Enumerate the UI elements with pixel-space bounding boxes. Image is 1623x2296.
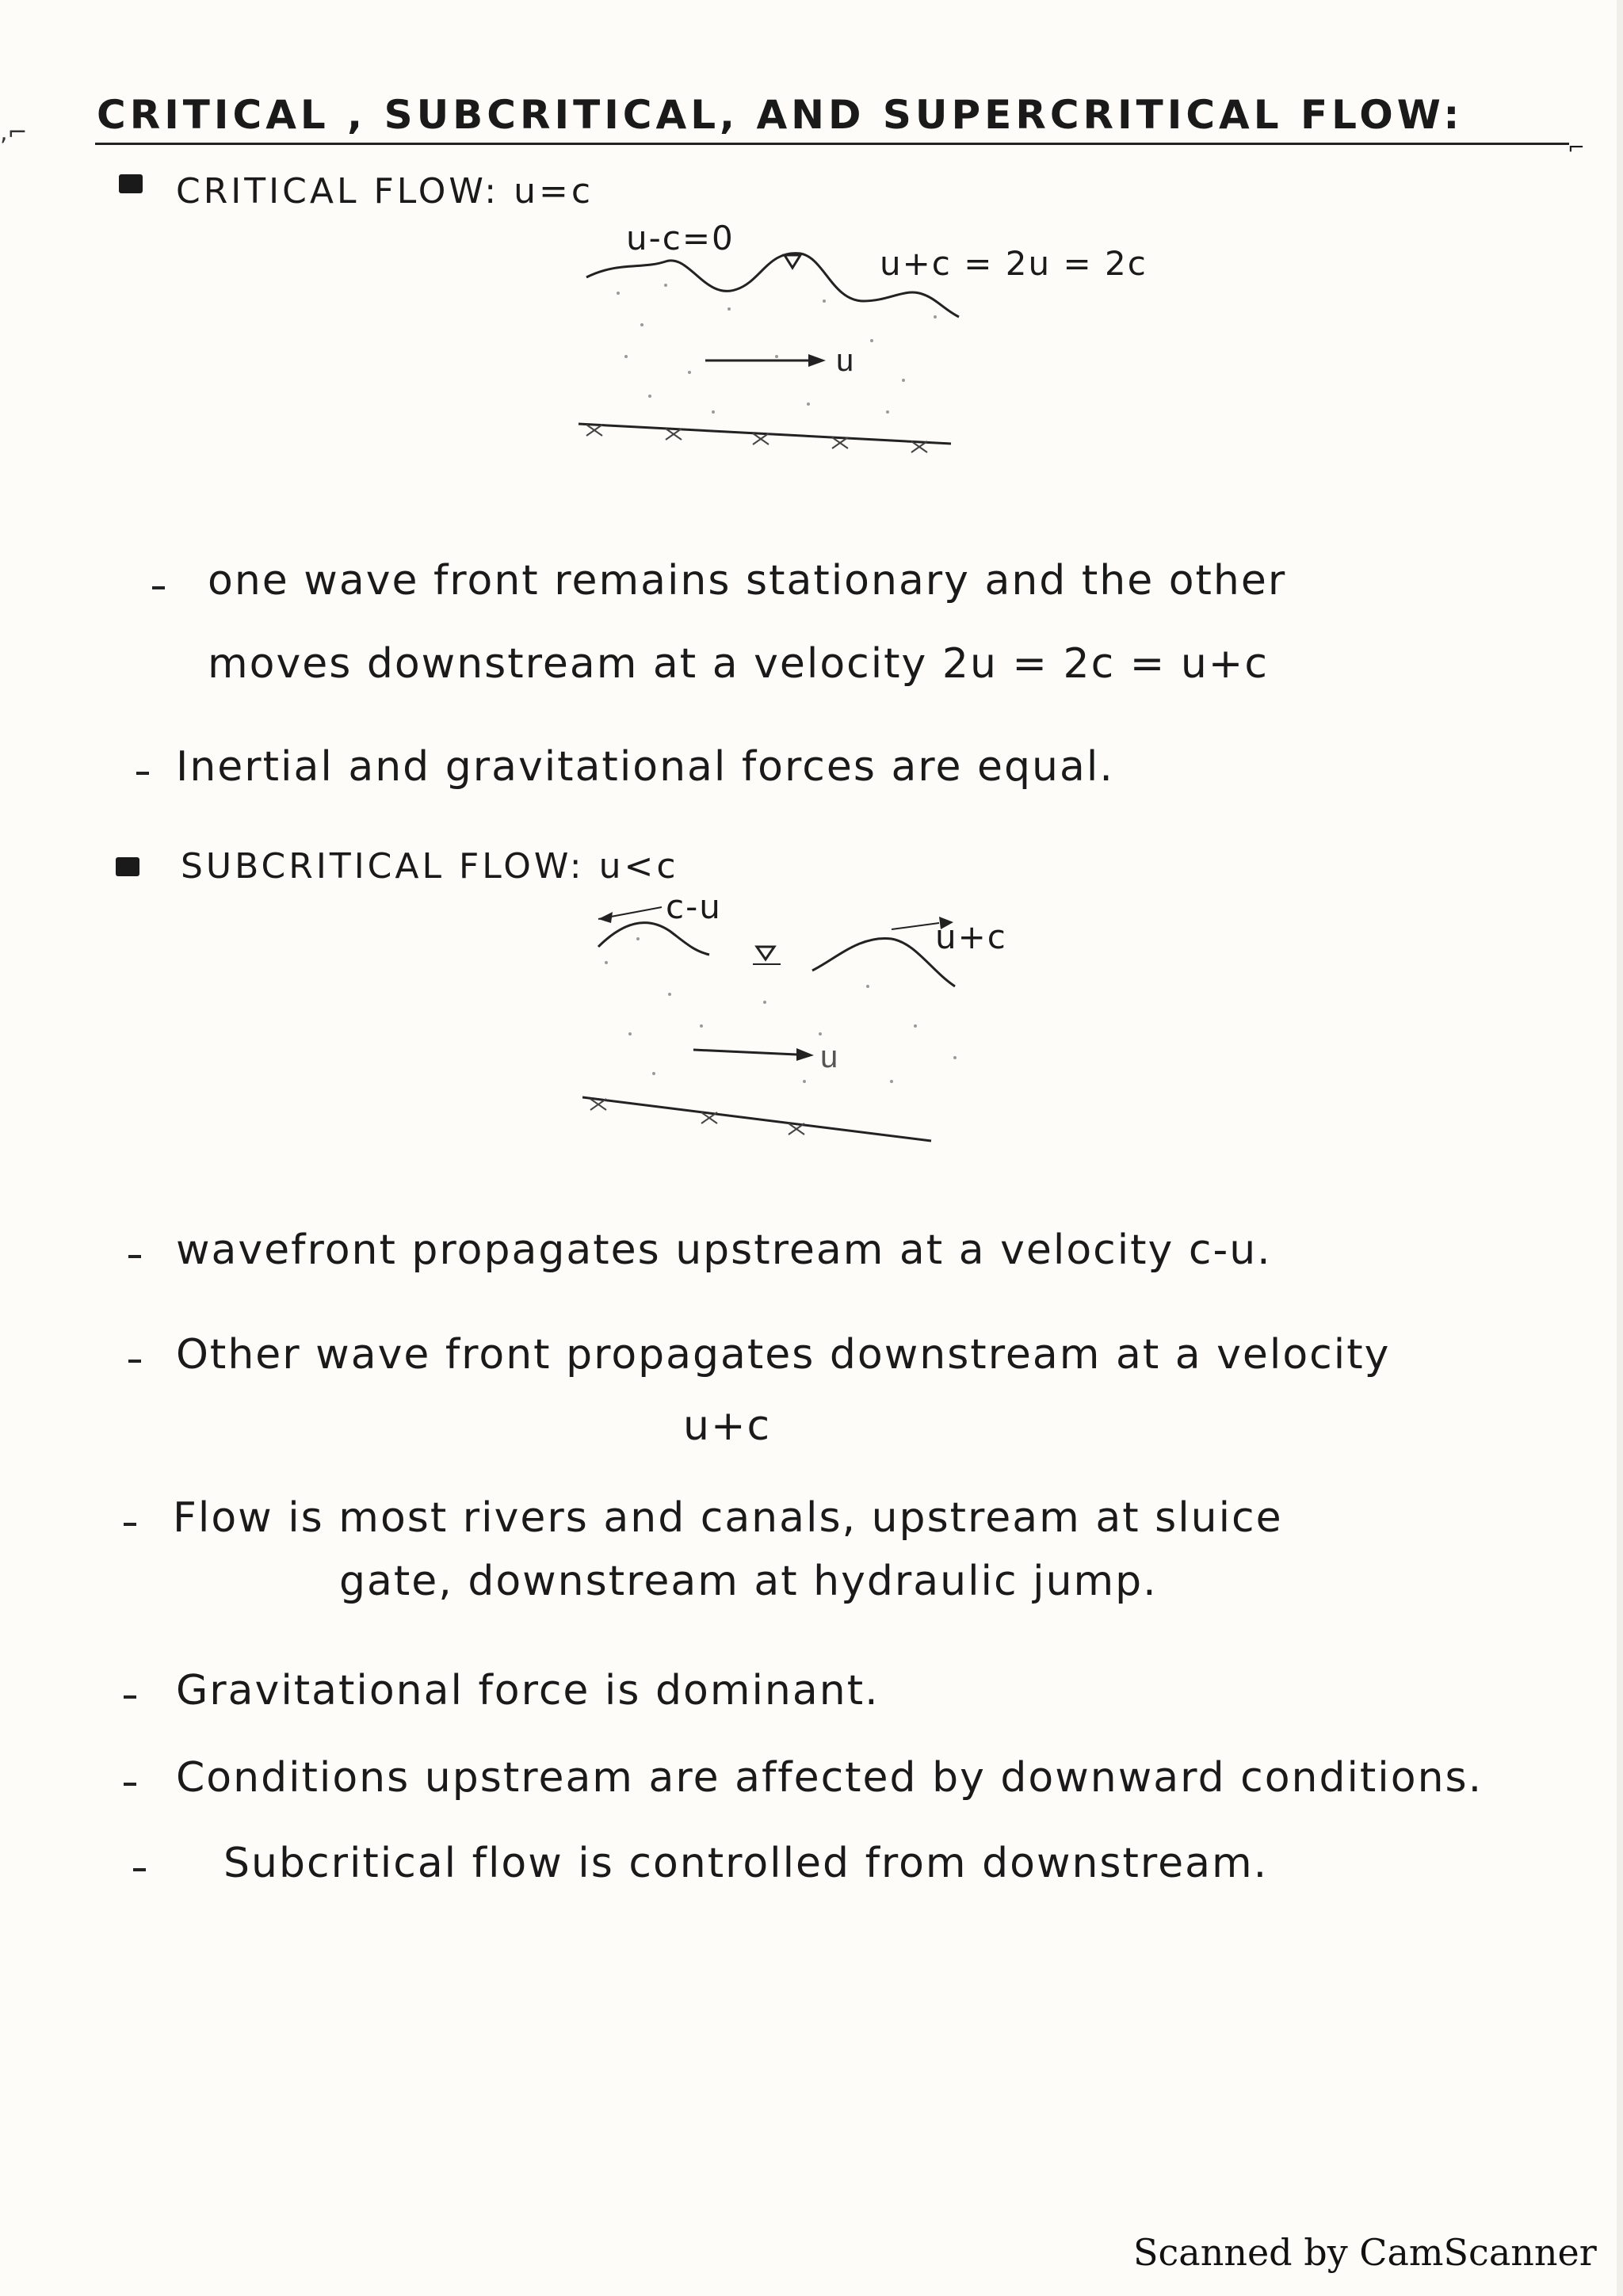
- margin-mark: ,⌐: [0, 119, 28, 147]
- subcritical-label-left: c-u: [666, 887, 722, 926]
- subcritical-point-2-line1: Other wave front propagates downstream at a velocity: [176, 1331, 1391, 1379]
- bullet-dash: [124, 1783, 136, 1786]
- subcritical-point-6: Subcritical flow is controlled from downstream.: [223, 1840, 1269, 1887]
- section-bullet-icon: [116, 857, 139, 876]
- scanner-watermark: Scanned by CamScanner: [1133, 2231, 1597, 2274]
- water-level-marker-icon: [757, 947, 774, 959]
- subcritical-velocity-label: u: [820, 1039, 838, 1074]
- arrow-head-icon: [808, 354, 826, 367]
- subcritical-point-5: Conditions upstream are affected by downward conditions.: [176, 1754, 1484, 1802]
- downstream-wave: [812, 938, 955, 986]
- critical-point-2: Inertial and gravitational forces are equal.: [176, 743, 1114, 791]
- bullet-dash: [128, 1360, 141, 1363]
- bullet-dash: [124, 1695, 136, 1699]
- critical-water-stipple: [617, 284, 937, 414]
- critical-label-left: u-c=0: [626, 219, 735, 257]
- subcritical-point-3-line1: Flow is most rivers and canals, upstream at sluice: [173, 1494, 1283, 1542]
- channel-bed: [579, 424, 951, 444]
- subcritical-flow-diagram: [582, 887, 979, 1153]
- arrow-head-icon: [598, 912, 613, 923]
- title-underline: [95, 143, 1569, 145]
- bullet-dash: [133, 1868, 146, 1871]
- critical-label-right: u+c = 2u = 2c: [880, 244, 1148, 283]
- channel-bed: [582, 1097, 931, 1141]
- underline-end-mark: ⌐: [1568, 136, 1585, 160]
- velocity-arrow: [693, 1050, 796, 1055]
- downstream-wave-arrow: [892, 923, 939, 929]
- section-bullet-icon: [119, 174, 143, 193]
- subcritical-heading: SUBCRITICAL FLOW: u<c: [181, 846, 679, 887]
- critical-point-1-line2: moves downstream at a velocity 2u = 2c = u+c: [208, 640, 1269, 688]
- subcritical-point-4: Gravitational force is dominant.: [176, 1667, 880, 1714]
- bed-hatching: [590, 1099, 804, 1135]
- page-title: CRITICAL , SUBCRITICAL, AND SUPERCRITICAL FLOW:: [97, 92, 1464, 138]
- bullet-dash: [124, 1523, 136, 1526]
- arrow-head-icon: [796, 1048, 814, 1061]
- critical-velocity-label: u: [836, 343, 854, 378]
- subcritical-point-2-line2: u+c: [683, 1402, 772, 1450]
- subcritical-point-3-line2: gate, downstream at hydraulic jump.: [339, 1558, 1158, 1605]
- upstream-wave: [598, 923, 709, 955]
- critical-heading: CRITICAL FLOW: u=c: [176, 171, 594, 212]
- bullet-dash: [136, 772, 149, 775]
- critical-point-1-line1: one wave front remains stationary and the other: [208, 557, 1287, 605]
- page-edge: [1617, 0, 1623, 2296]
- water-level-marker-icon: [785, 255, 800, 268]
- subcritical-point-1: wavefront propagates upstream at a velocity c-u.: [176, 1226, 1272, 1274]
- bullet-dash: [128, 1255, 141, 1258]
- subcritical-label-right: u+c: [935, 917, 1007, 956]
- subcritical-water-stipple: [605, 937, 957, 1083]
- bullet-dash: [152, 586, 165, 589]
